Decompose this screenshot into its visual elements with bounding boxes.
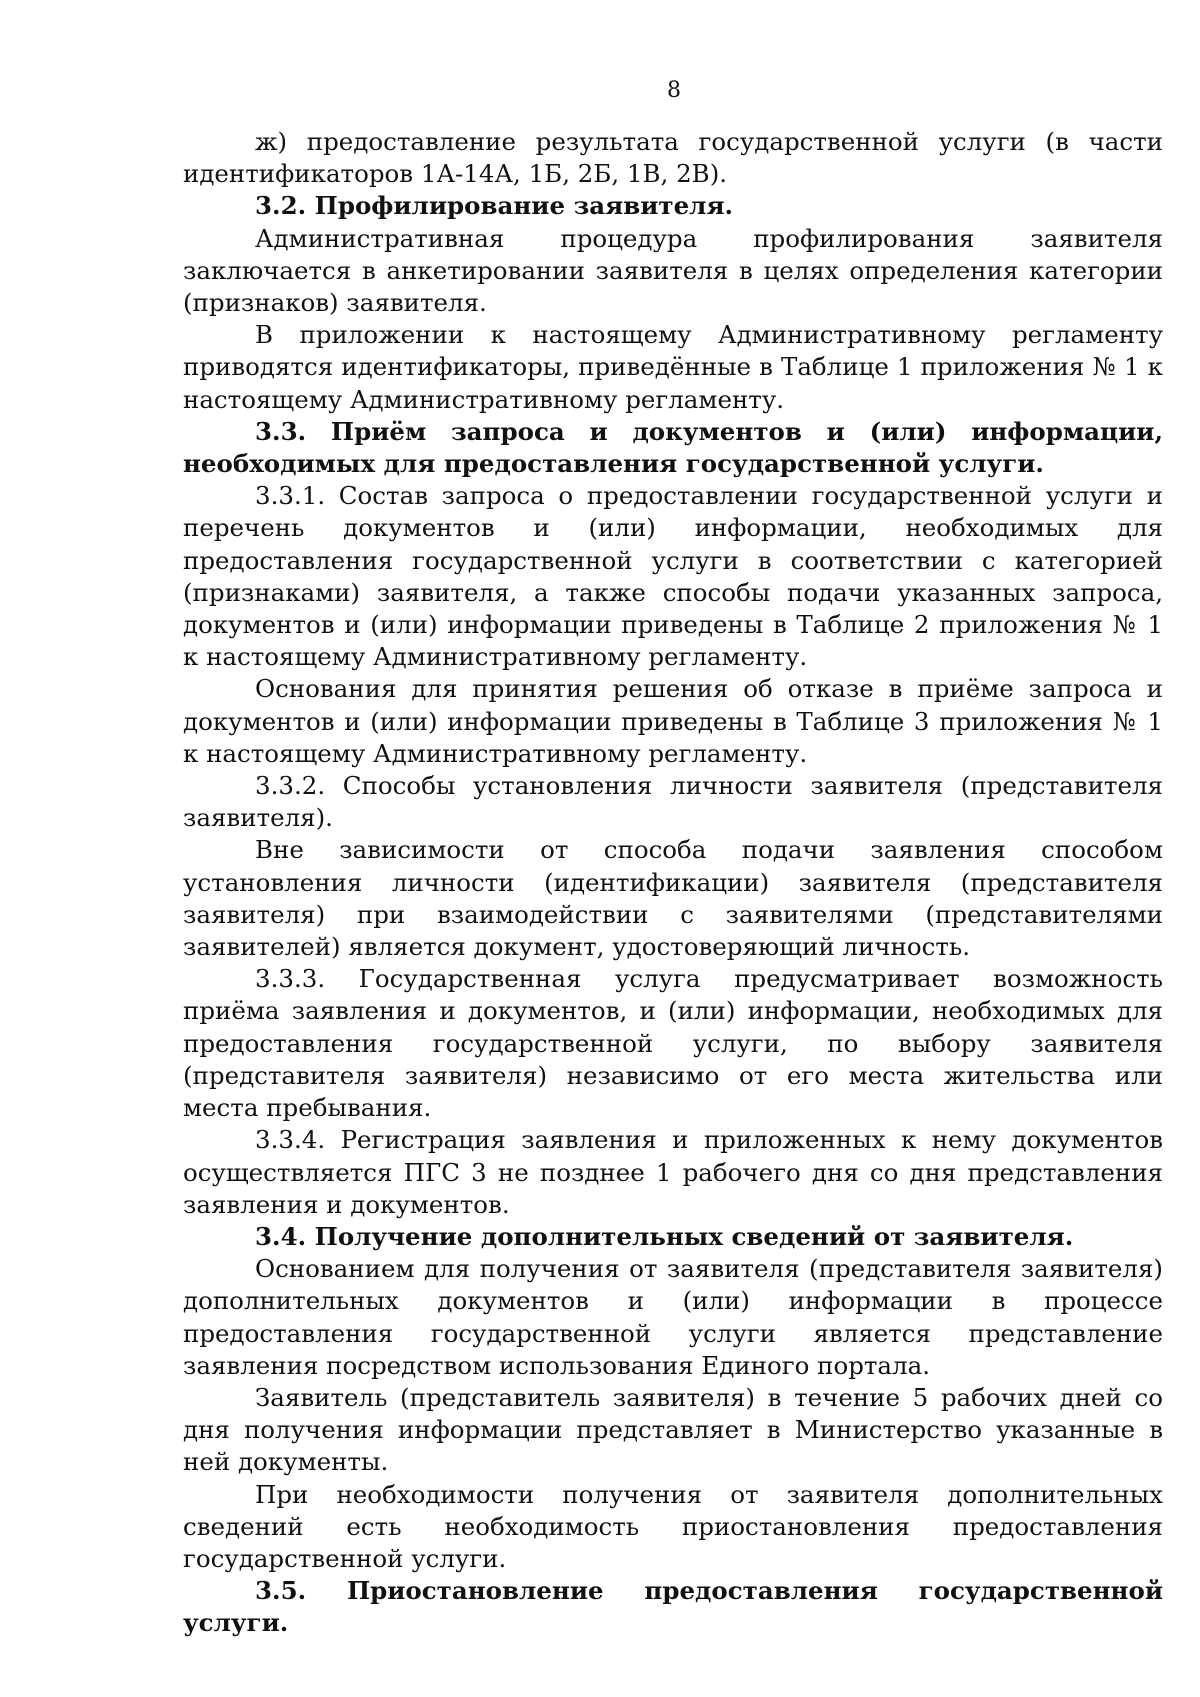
body-paragraph: Заявитель (представитель заявителя) в течение 5 рабочих дней со дня получения информации представляет в Министерство указанные в ней документы.: [183, 1382, 1163, 1477]
section-heading: 3.3. Приём запроса и документов и (или) информации, необходимых для предоставления государственной услуги.: [183, 416, 1163, 479]
body-paragraph: 3.3.2. Способы установления личности заявителя (представителя заявителя).: [183, 771, 1163, 833]
document-body: [183, 126, 1163, 1640]
body-paragraph: Основанием для получения от заявителя (представителя заявителя) дополнительных документов и (или) информации в процессе предоставления государственной услуги является представление заявления посредством использования Единого портала.: [183, 1254, 1163, 1380]
document-page: [183, 78, 1163, 1640]
section-heading: 3.5. Приостановление предоставления государственной услуги.: [183, 1576, 1163, 1638]
page-number: 8: [667, 78, 681, 103]
body-paragraph: 3.3.1. Состав запроса о предоставлении государственной услуги и перечень документов и (или) информации, необходимых для предоставления государственной услуги в соответствии с категорией (признаками) заявителя, а также способы подачи указанных запроса, документов и (или) информации приведены в Таблице 2 приложения № 1 к настоящему Административному регламенту.: [183, 481, 1163, 672]
section-heading: 3.2. Профилирование заявителя.: [255, 191, 734, 221]
body-paragraph: В приложении к настоящему Административному регламенту приводятся идентификаторы, приведённые в Таблице 1 приложения № 1 к настоящему Административному регламенту.: [183, 320, 1163, 414]
body-paragraph: Административная процедура профилирования заявителя заключается в анкетировании заявителя в целях определения категории (признаков) заявителя.: [183, 223, 1163, 318]
body-paragraph: 3.3.4. Регистрация заявления и приложенных к нему документов осуществляется ПГС 3 не позднее 1 рабочего дня со дня представления заявления и документов.: [183, 1125, 1163, 1219]
body-paragraph: При необходимости получения от заявителя дополнительных сведений есть необходимость приостановления предоставления государственной услуги.: [183, 1479, 1163, 1573]
body-paragraph: ж) предоставление результата государственной услуги (в части идентификаторов 1А-14А, 1Б, 2Б, 1В, 2В).: [183, 127, 1163, 189]
body-paragraph: 3.3.3. Государственная услуга предусматривает возможность приёма заявления и документов, и (или) информации, необходимых для предоставления государственной услуги, по выбору заявителя (представителя заявителя) независимо от его места жительства или места пребывания.: [183, 964, 1163, 1123]
section-heading: 3.4. Получение дополнительных сведений от заявителя.: [255, 1221, 1074, 1251]
body-paragraph: Основания для принятия решения об отказе в приёме запроса и документов и (или) информации приведены в Таблице 3 приложения № 1 к настоящему Административному регламенту.: [183, 674, 1163, 768]
body-paragraph: Вне зависимости от способа подачи заявления способом установления личности (идентификации) заявителя (представителя заявителя) при взаимодействии с заявителями (представителями заявителей) является документ, удостоверяющий личность.: [183, 835, 1163, 962]
